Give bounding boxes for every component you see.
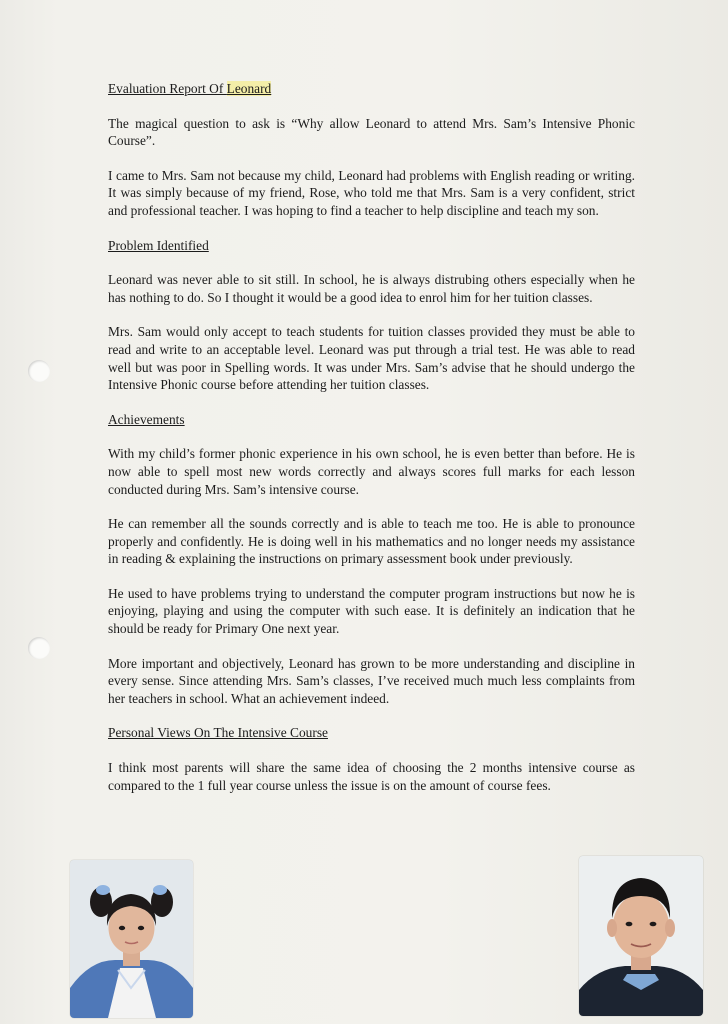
punch-hole-upper	[28, 360, 50, 382]
section-heading-personal-views: Personal Views On The Intensive Course	[108, 725, 328, 741]
report-body	[108, 80, 635, 794]
punch-hole-lower	[28, 637, 50, 659]
achievements-paragraph-2: He can remember all the sounds correctly and is able to teach me too. He is able to pronounce properly and confidently. He is doing well in his mathematics and no longer needs my assistance in reading & explaining the instructions on primary assessment book under previously.	[108, 516, 635, 567]
report-title-name: Leonard	[226, 81, 272, 96]
intro-paragraph: I came to Mrs. Sam not because my child, Leonard had problems with English reading or writing. It was simply because of my friend, Rose, who told me that Mrs. Sam is a very confident, strict and professional teacher. I was hoping to find a teacher to help discipline and teach my son.	[108, 167, 635, 218]
photo-girl	[70, 860, 193, 1018]
photo-girl-image	[70, 860, 193, 1018]
personal-views-paragraph: I think most parents will share the same idea of choosing the 2 months intensive course as compared to the 1 full year course unless the issue is on the amount of course fees.	[108, 760, 635, 793]
show-through-marks	[205, 918, 625, 978]
achievements-paragraph-4: More important and objectively, Leonard has grown to be more understanding and discipline in every sense. Since attending Mrs. Sam’s classes, I’ve received much much less complaints from her teachers in school. What an achievement indeed.	[108, 655, 635, 706]
achievements-paragraph-1: With my child’s former phonic experience in his own school, he is even better than before. He is now able to spell most new words correctly and always scores full marks for each lesson conducted during Mrs. Sam’s intensive course.	[108, 446, 635, 497]
problem-paragraph-2: Mrs. Sam would only accept to teach students for tuition classes provided they must be able to read and write to an acceptable level. Leonard was put through a trial test. He was able to read well but was poor in Spelling words. It was under Mrs. Sam’s advise that he should undergo the Intensive Phonic course before attending her tuition classes.	[108, 324, 635, 393]
section-heading-achievements: Achievements	[108, 411, 185, 427]
achievements-paragraph-3: He used to have problems trying to understand the computer program instructions but now he is enjoying, playing and using the computer with such ease. It is definitely an indication that he should be ready for Primary One next year.	[108, 585, 635, 637]
section-heading-problem: Problem Identified	[108, 237, 209, 253]
problem-paragraph-1: Leonard was never able to sit still. In school, he is always distrubing others especially when he has nothing to do. So I thought it would be a good idea to enrol him for her tuition classes.	[108, 272, 635, 305]
report-title	[108, 80, 635, 98]
intro-question: The magical question to ask is “Why allow Leonard to attend Mrs. Sam’s Intensive Phonic Course”.	[108, 115, 635, 149]
photo-boy-image	[579, 856, 703, 1016]
photo-boy	[579, 856, 703, 1016]
report-title-prefix: Evaluation Report Of	[108, 81, 227, 96]
